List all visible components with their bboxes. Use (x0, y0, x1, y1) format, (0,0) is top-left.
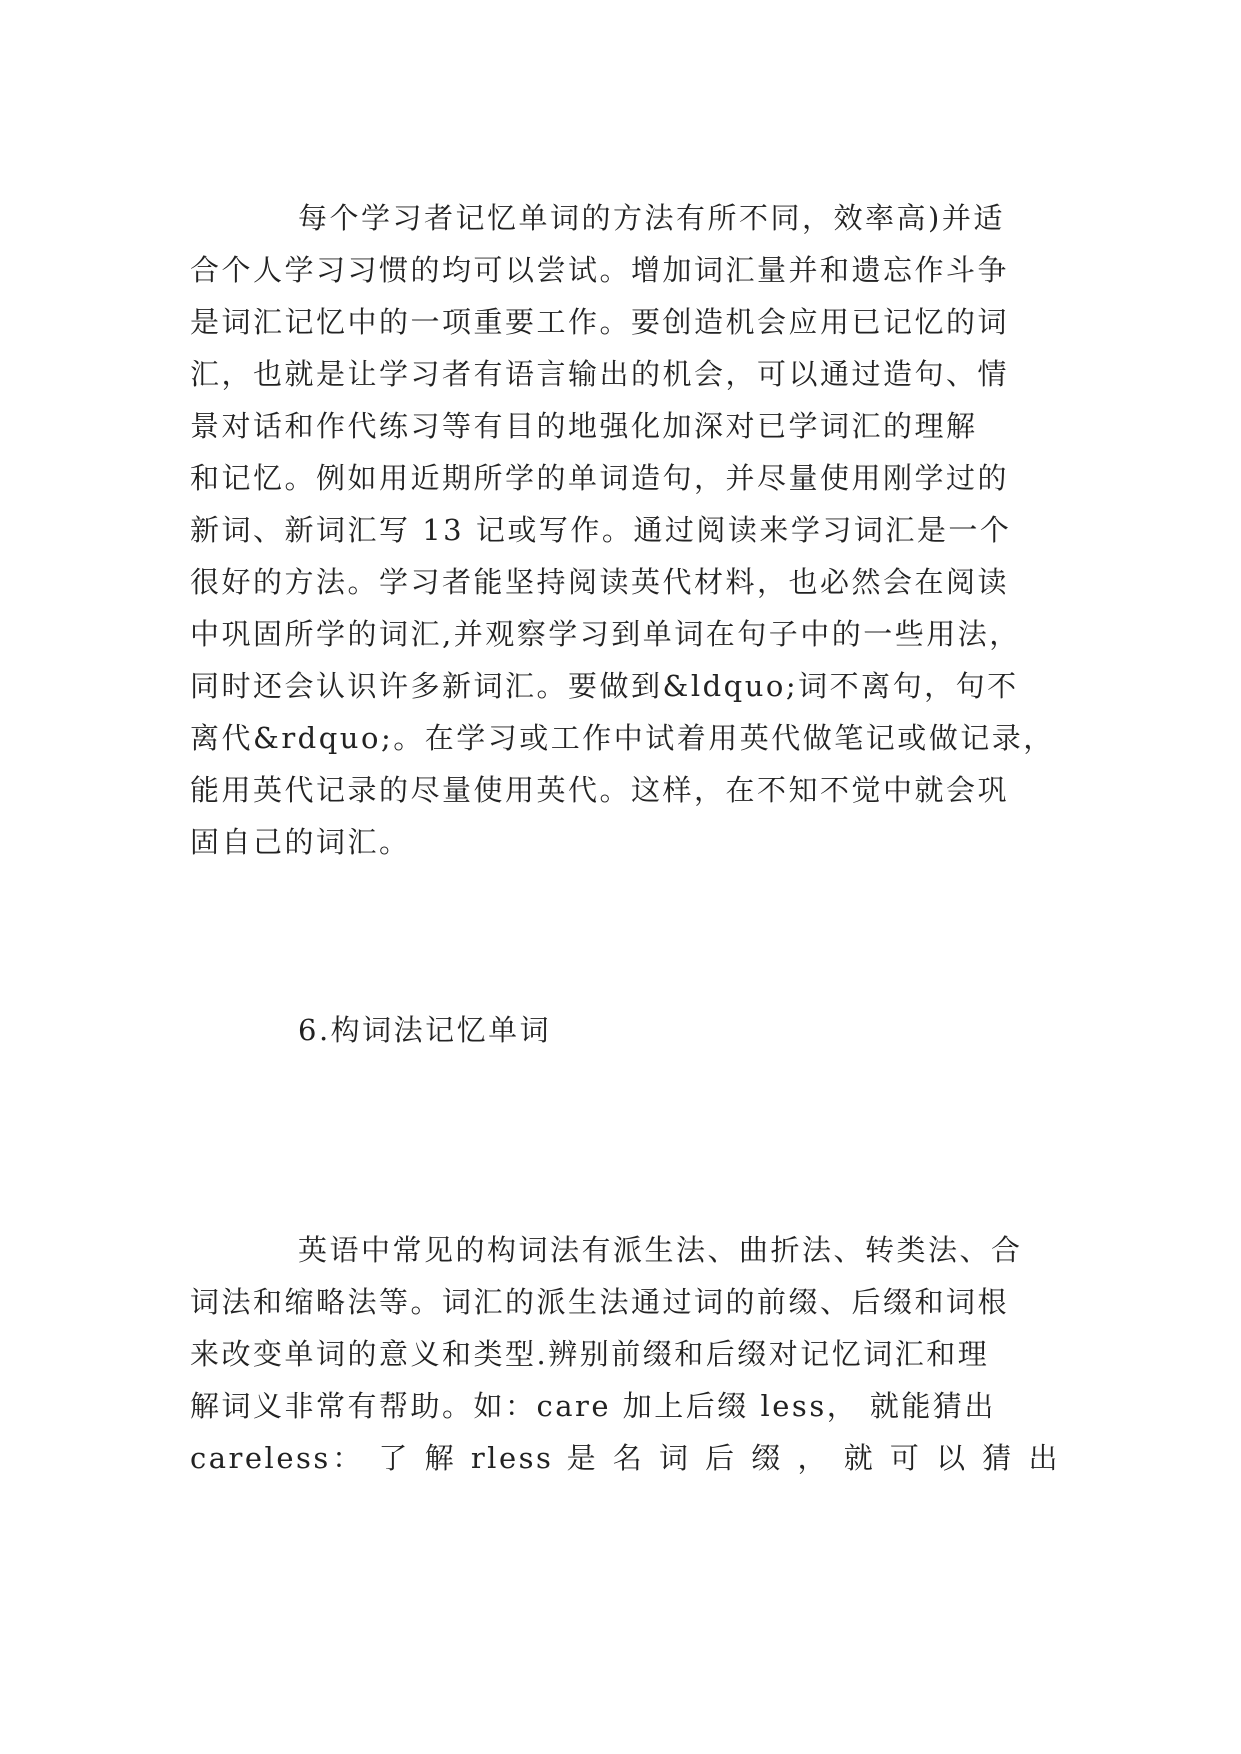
paragraph-line: 能用英代记录的尽量使用英代。这样，在不知不觉中就会巩 (190, 773, 1010, 807)
paragraph-line: 汇，也就是让学习者有语言输出的机会，可以通过造句、情 (190, 357, 1010, 391)
paragraph-line: careless： 了 解 rless 是 名 词 后 缀 ， 就 可 以 猜 出 (190, 1441, 1060, 1475)
paragraph-line: 来改变单词的意义和类型.辨别前缀和后缀对记忆词汇和理 (190, 1337, 990, 1371)
paragraph-line: 新词、新词汇写 13 记或写作。通过阅读来学习词汇是一个 (190, 513, 1012, 547)
section-heading: 6.构词法记忆单词 (298, 1013, 552, 1047)
paragraph-line: 是词汇记忆中的一项重要工作。要创造机会应用已记忆的词 (190, 305, 1010, 339)
paragraph-line: 英语中常见的构词法有派生法、曲折法、转类法、合 (298, 1233, 1023, 1267)
paragraph-line: 每个学习者记忆单词的方法有所不同，效率高)并适 (298, 201, 1005, 235)
paragraph-line: 合个人学习习惯的均可以尝试。增加词汇量并和遗忘作斗争 (190, 253, 1010, 287)
paragraph-line: 景对话和作代练习等有目的地强化加深对已学词汇的理解 (190, 409, 978, 443)
paragraph-line: 同时还会认识许多新词汇。要做到&ldquo;词不离句，句不 (190, 669, 1019, 703)
paragraph-line: 固自己的词汇。 (190, 825, 411, 859)
paragraph-line: 离代&rdquo;。在学习或工作中试着用英代做笔记或做记录， (190, 721, 1055, 755)
paragraph-line: 和记忆。例如用近期所学的单词造句，并尽量使用刚学过的 (190, 461, 1010, 495)
paragraph-line: 词法和缩略法等。词汇的派生法通过词的前缀、后缀和词根 (190, 1285, 1010, 1319)
paragraph-line: 解词义非常有帮助。如：care 加上后缀 less， 就能猜出 (190, 1389, 996, 1423)
paragraph-line: 很好的方法。学习者能坚持阅读英代材料，也必然会在阅读 (190, 565, 1010, 599)
paragraph-line: 中巩固所学的词汇,并观察学习到单词在句子中的一些用法， (190, 617, 1021, 651)
